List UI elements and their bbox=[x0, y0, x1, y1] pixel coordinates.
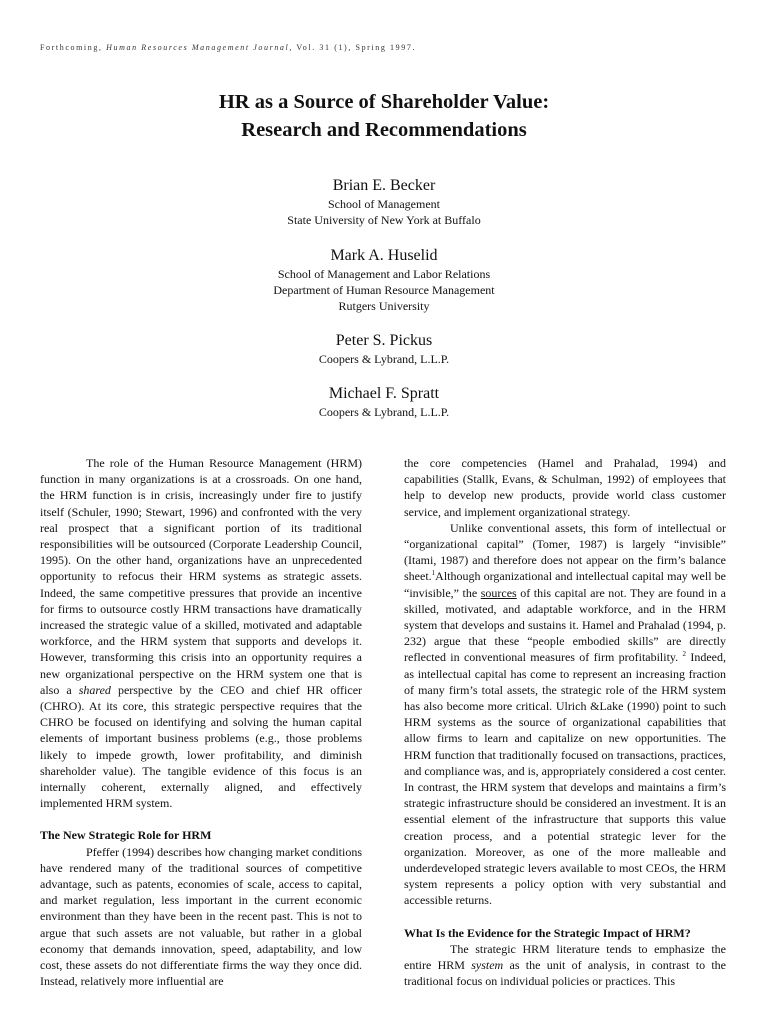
section-heading: The New Strategic Role for HRM bbox=[40, 828, 212, 843]
running-head-journal: Human Resources Management Journal, bbox=[106, 43, 293, 52]
author-name: Mark A. Huselid bbox=[330, 247, 438, 264]
emphasis: shared bbox=[78, 682, 111, 697]
running-head-suffix: Vol. 31 (1), Spring 1997. bbox=[296, 43, 417, 52]
footnote-marker: 2 bbox=[682, 650, 686, 659]
paper-title-line1: HR as a Source of Shareholder Value: bbox=[218, 91, 550, 113]
body-paragraph: Pfeffer (1994) describes how changing market conditions have rendered many of the traditional sources of competitive advantage, such as patents, economies of scale, access to capital, and market regulation, less important in the current economic environment than they have been in the recent past. This is not to argue that such assets are not valuable, but rather in a global economy that demands innovation, speed, adaptability, and low cost, these assets do not differentiate firms the way they once did. Instead, relatively more influential are bbox=[40, 844, 362, 989]
text-run: Although organizational and intellectual capital may well be “invisible,” the bbox=[404, 569, 726, 600]
left-column bbox=[40, 455, 362, 990]
author-block-huselid bbox=[0, 246, 768, 314]
emphasis: system bbox=[471, 958, 504, 973]
intro-paragraph bbox=[40, 455, 362, 811]
text-run: Unlike conventional assets, this form of intellectual or “organizational capital” (Tomer, 1987) is largely “invisible” (Itami, 1987) and therefore does not appear on the firm’s balance sheet. bbox=[404, 520, 726, 584]
author-name: Michael F. Spratt bbox=[328, 385, 440, 402]
author-block-pickus bbox=[0, 331, 768, 367]
text-run: The strategic HRM literature tends to emphasize the entire HRM bbox=[404, 941, 726, 973]
author-affiliation: State University of New York at Buffalo bbox=[287, 213, 481, 227]
paper-title bbox=[0, 88, 768, 144]
author-name: Brian E. Becker bbox=[332, 177, 436, 194]
author-affiliation: Coopers & Lybrand, L.L.P. bbox=[318, 405, 450, 419]
footnote-marker: 1 bbox=[431, 569, 436, 578]
underlined-text: sources bbox=[480, 585, 517, 600]
section-heading: What Is the Evidence for the Strategic Impact of HRM? bbox=[404, 925, 691, 940]
text-run: of this capital are not. They are found in a skilled, motivated, and adaptable workforce, and in the HRM system that develops and sustains it. Hamel and Prahalad (1994, p. 232) argue that these “people embodied skills” are directly reflected in conventional measures of firm profitability. bbox=[404, 585, 726, 665]
text-run: as the unit of analysis, in contrast to the traditional focus on individual policies or practices. This bbox=[404, 958, 727, 989]
body-paragraph bbox=[404, 941, 726, 990]
body-paragraph: the core competencies (Hamel and Prahalad, 1994) and capabilities (Stallk, Evans, & Schulman, 1992) of employees that help to develop new products, provide world class customer service, and implement organizational strategy. bbox=[404, 456, 726, 519]
running-head bbox=[40, 43, 416, 52]
author-affiliation: Department of Human Resource Management bbox=[273, 283, 495, 297]
author-block-spratt bbox=[0, 384, 768, 420]
author-affiliation: Rutgers University bbox=[338, 299, 430, 313]
author-block-becker bbox=[0, 176, 768, 228]
text-run: Indeed, as intellectual capital has come to represent an increasing fraction of many firm’s total assets, the strategic role of the HRM system has also become more critical. Ulrich &Lake (1990) point to such HRM systems as the source of organizational capabilities that allow firms to learn and capitalize on new opportunities. The HRM function that traditionally focused on transactions, practices, and compliance was, and is, appropriately considered a cost center. In contrast, the HRM system that develops and maintains a firm’s strategic infrastructure should be considered an investment. It is an essential element of the infrastructure that supports this value creation process, and a potential strategic lever for the organization. Moreover, as one of the more malleable and underdeveloped strategic levers available to most CEOs, the HRM system represents a policy option with very substantial and accessible returns. bbox=[404, 650, 726, 908]
paper-title-line2: Research and Recommendations bbox=[241, 119, 527, 141]
right-column bbox=[404, 455, 726, 990]
author-affiliation: School of Management bbox=[328, 197, 440, 211]
text-run: perspective by the CEO and chief HR officer (CHRO). At its core, this strategic perspective requires that the CHRO be focused on identifying and solving the human capital elements of important business problems (e.g., those problems likely to impede growth, lower profitability, and diminish shareholder value). The tangible evidence of this focus is an internally coherent, externally aligned, and effectively implemented HRM system. bbox=[40, 682, 363, 811]
author-affiliation: School of Management and Labor Relations bbox=[277, 267, 491, 281]
running-head-prefix: Forthcoming, bbox=[40, 43, 103, 52]
author-affiliation: Coopers & Lybrand, L.L.P. bbox=[318, 352, 450, 366]
text-run: The role of the Human Resource Management (HRM) function in many organizations is at a crossroads. On one hand, the HRM function is in crisis, increasingly under fire to justify itself (Schuler, 1990; Stewart, 1996) and confronted with the very real prospect that a significant portion of its traditional responsibilities will be outsourced (Corporate Leadership Council, 1995). On the other hand, organizations have an unprecedented opportunity to refocus their HRM systems as strategic assets. Indeed, the same competitive pressures that provide an incentive for firms to outsource costly HRM transactions have dramatically increased the strategic value of a skilled, motivated and adaptable workforce, and the HRM system that supports and develops it. However, transforming this crisis into an opportunity requires a new organizational perspective on the HRM system one that is also a bbox=[40, 456, 362, 697]
body-paragraph bbox=[404, 520, 726, 909]
author-name: Peter S. Pickus bbox=[335, 332, 433, 349]
